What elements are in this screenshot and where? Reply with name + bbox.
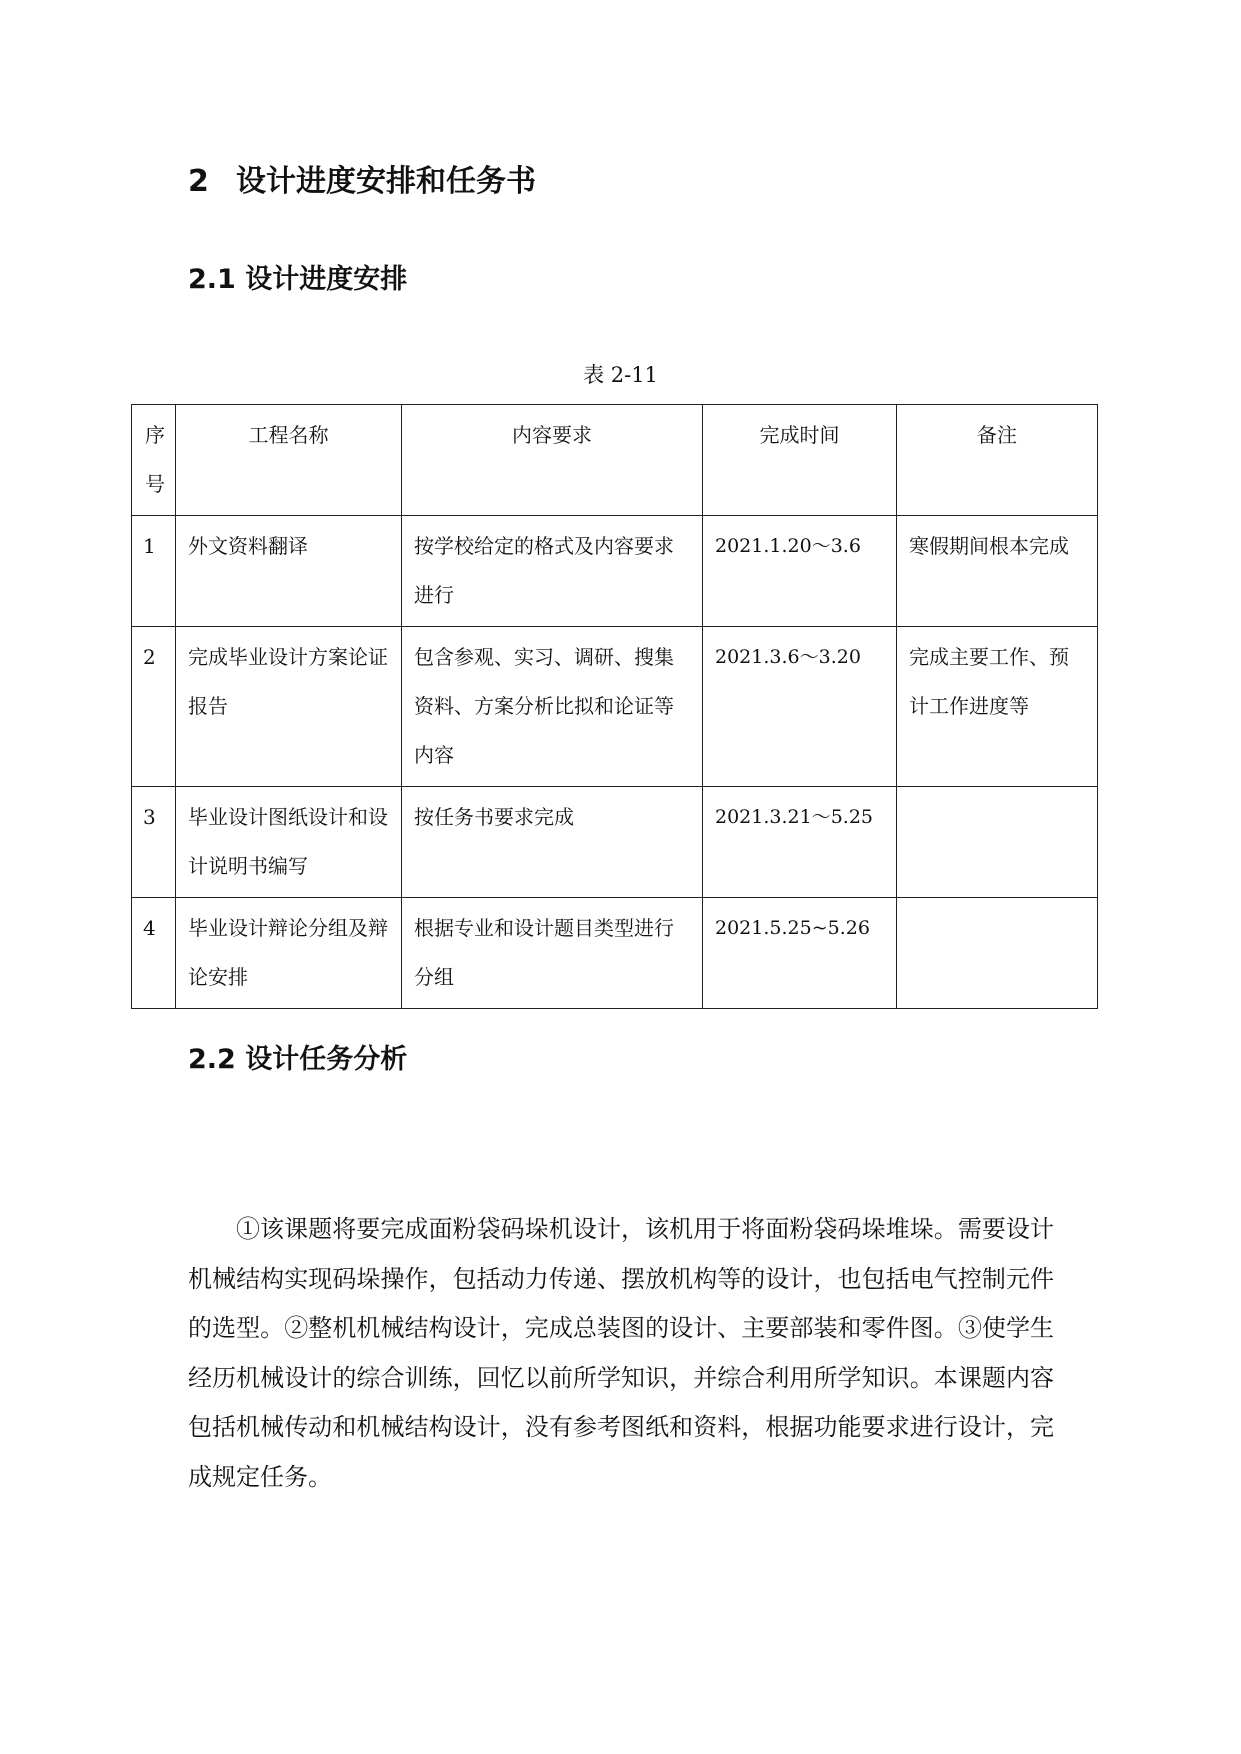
cell-name: 外文资料翻译 (176, 516, 402, 627)
cell-name: 毕业设计辩论分组及辩论安排 (176, 898, 402, 1009)
table-row (132, 627, 1098, 787)
cell-content: 根据专业和设计题目类型进行分组 (402, 898, 703, 1009)
header-index: 序号 (132, 405, 176, 516)
schedule-table (131, 404, 1098, 1009)
header-name: 工程名称 (176, 405, 402, 516)
cell-content: 包含参观、实习、调研、搜集资料、方案分析比拟和论证等内容 (402, 627, 703, 787)
chapter-number: 2 (188, 164, 209, 199)
cell-name: 毕业设计图纸设计和设计说明书编写 (176, 787, 402, 898)
cell-remark (897, 898, 1098, 1009)
analysis-paragraph: ①该课题将要完成面粉袋码垛机设计，该机用于将面粉袋码垛堆垛。需要设计机械结构实现码垛操作，包括动力传递、摆放机构等的设计，也包括电气控制元件的选型。②整机机械结构设计，完成总装图的设计、主要部装和零件图。③使学生经历机械设计的综合训练，回忆以前所学知识，并综合利用所学知识。本课题内容包括机械传动和机械结构设计，没有参考图纸和资料，根据功能要求进行设计，完成规定任务。 (188, 1215, 1054, 1491)
section-title-schedule: 2.1 设计进度安排 (188, 264, 408, 295)
cell-index: 3 (132, 787, 176, 898)
cell-remark: 完成主要工作、预计工作进度等 (897, 627, 1098, 787)
section-title-analysis: 2.2 设计任务分析 (188, 1044, 408, 1075)
cell-time: 2021.1.20～3.6 (703, 516, 897, 627)
table-row (132, 787, 1098, 898)
header-time: 完成时间 (703, 405, 897, 516)
header-remark: 备注 (897, 405, 1098, 516)
table-header-row (132, 405, 1098, 516)
chapter-title (188, 162, 536, 202)
chapter-title-text: 设计进度安排和任务书 (236, 164, 536, 199)
table-caption: 表 2-11 (583, 363, 658, 387)
cell-time: 2021.3.6～3.20 (703, 627, 897, 787)
cell-time: 2021.3.21～5.25 (703, 787, 897, 898)
header-content: 内容要求 (402, 405, 703, 516)
cell-index: 2 (132, 627, 176, 787)
cell-content: 按学校给定的格式及内容要求进行 (402, 516, 703, 627)
cell-remark (897, 787, 1098, 898)
cell-remark: 寒假期间根本完成 (897, 516, 1098, 627)
cell-index: 1 (132, 516, 176, 627)
cell-content: 按任务书要求完成 (402, 787, 703, 898)
cell-time: 2021.5.25~5.26 (703, 898, 897, 1009)
cell-index: 4 (132, 898, 176, 1009)
table-row (132, 898, 1098, 1009)
cell-name: 完成毕业设计方案论证报告 (176, 627, 402, 787)
table-row (132, 516, 1098, 627)
